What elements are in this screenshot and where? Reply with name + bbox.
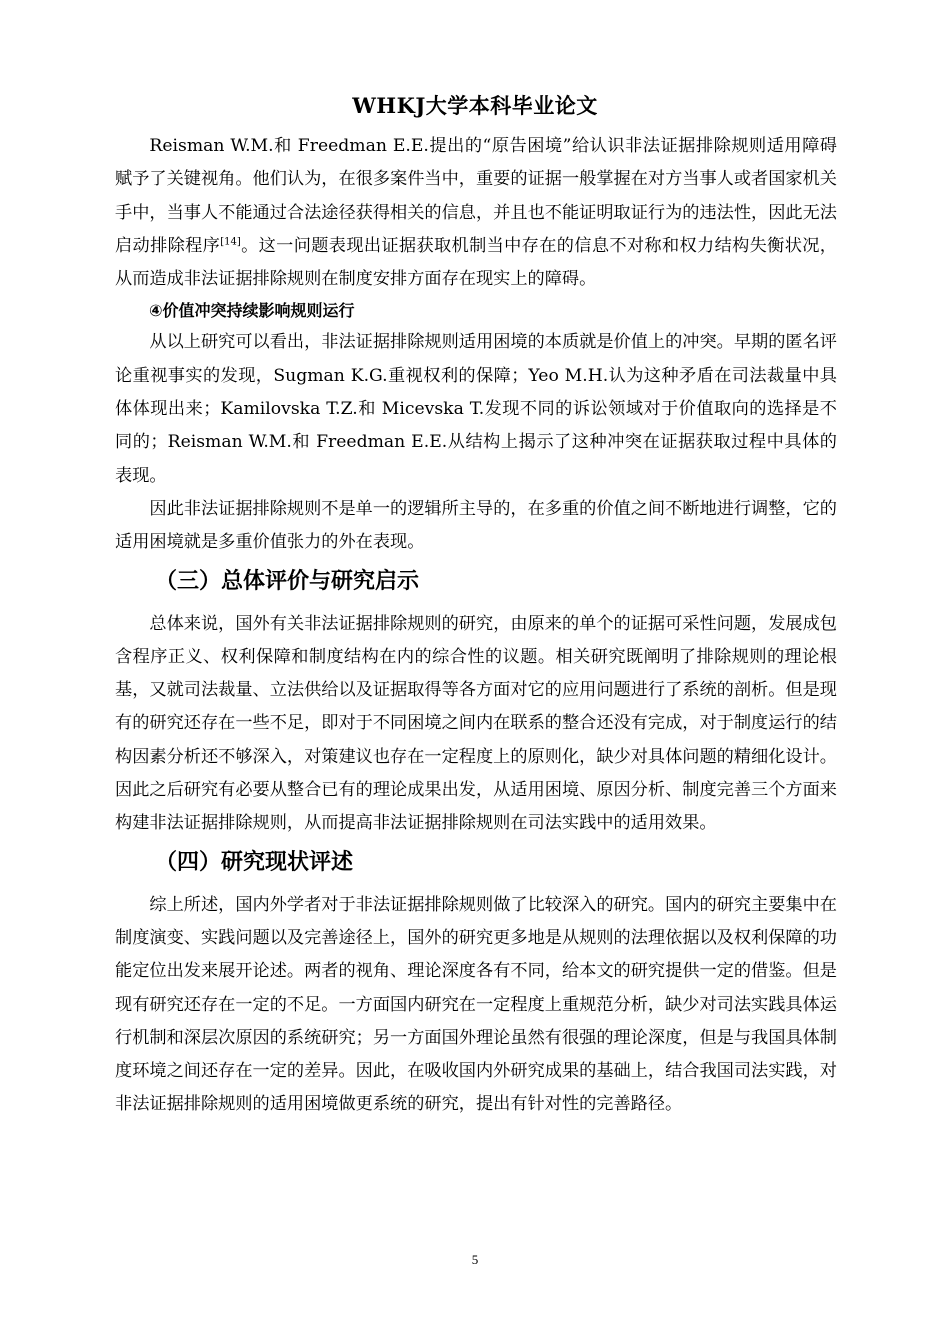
paragraph-text: Reisman W.M.和 Freedman E.E.提出的“原告困境”给认识非法证据排除规则适用障碍赋予了关键视角。他们认为，在很多案件当中，重要的证据一般掌握在对方当事人或者国家机关手中，当事人不能通过合法途径获得相关的信息，并且也不能证明取证行为的违法性，因此无法启动排除程序	[115, 136, 837, 256]
paragraph-research-review: 综上所述，国内外学者对于非法证据排除规则做了比较深入的研究。国内的研究主要集中在制度演变、实践问题以及完善途径上，国外的研究更多地是从规则的法理依据以及权利保障的功能定位出发来展开论述。两者的视角、理论深度各有不同，给本文的研究提供一定的借鉴。但是现有研究还存在一定的不足。一方面国内研究在一定程度上重规范分析，缺少对司法实践具体运行机制和深层次原因的系统研究；另一方面国外理论虽然有很强的理论深度，但是与我国具体制度环境之间还存在一定的差异。因此，在吸收国内外研究成果的基础上，结合我国司法实践，对非法证据排除规则的适用困境做更系统的研究，提出有针对性的完善路径。	[115, 894, 837, 1115]
page-number: 5	[471, 1252, 479, 1267]
page-header-title: WHKJ大学本科毕业论文	[352, 93, 598, 118]
paragraph-plaintiff-dilemma	[115, 130, 837, 296]
document-body	[115, 130, 837, 1122]
citation-reference: [14]	[220, 236, 241, 248]
paragraph-multiple-values: 因此非法证据排除规则不是单一的逻辑所主导的，在多重的价值之间不断地进行调整，它的适用困境就是多重价值张力的外在表现。	[115, 498, 837, 553]
section-heading-overall-evaluation: （三）总体评价与研究启示	[155, 568, 420, 594]
paragraph-text: 。这一问题表现出证据获取机制当中存在的信息不对称和权力结构失衡状况，从而造成非法证据排除规则在制度安排方面存在现实上的障碍。	[115, 235, 837, 290]
section-heading-research-review: （四）研究现状评述	[155, 849, 354, 875]
subheading-value-conflict: ④价值冲突持续影响规则运行	[149, 301, 355, 321]
paragraph-overall-evaluation: 总体来说，国外有关非法证据排除规则的研究，由原来的单个的证据可采性问题，发展成包含程序正义、权利保障和制度结构在内的综合性的议题。相关研究既阐明了排除规则的理论根基，又就司法裁量、立法供给以及证据取得等各方面对它的应用问题进行了系统的剖析。但是现有的研究还存在一些不足，即对于不同困境之间内在联系的整合还没有完成，对于制度运行的结构因素分析还不够深入，对策建议也存在一定程度上的原则化，缺少对具体问题的精细化设计。因此之后研究有必要从整合已有的理论成果出发，从适用困境、原因分析、制度完善三个方面来构建非法证据排除规则，从而提高非法证据排除规则在司法实践中的适用效果。	[115, 613, 837, 834]
paragraph-value-conflict: 从以上研究可以看出，非法证据排除规则适用困境的本质就是价值上的冲突。早期的匿名评论重视事实的发现，Sugman K.G.重视权利的保障；Yeo M.H.认为这种矛盾在司法裁量中具体体现出来；Kamilovska T.Z.和 Micevska T.发现不同的诉讼领域对于价值取向的选择是不同的；Reisman W.M.和 Freedman E.E.从结构上揭示了这种冲突在证据获取过程中具体的表现。	[115, 332, 837, 486]
